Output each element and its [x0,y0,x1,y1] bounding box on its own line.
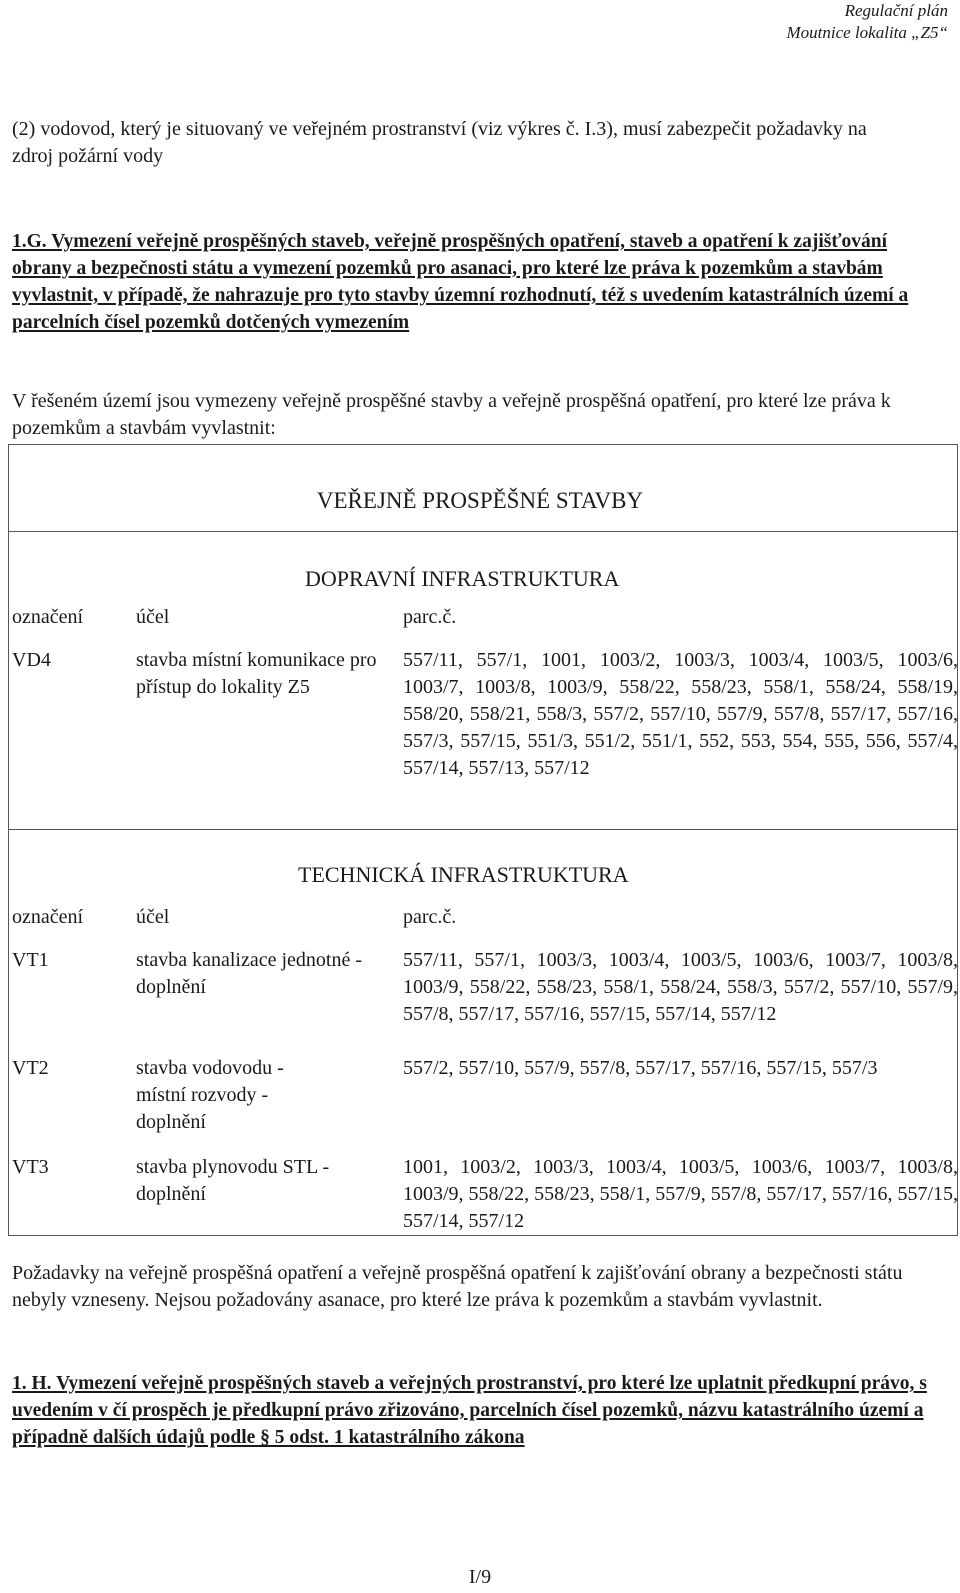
technical-subtitle: TECHNICKÁ INFRASTRUKTURA [298,862,629,887]
table-divider [8,829,958,830]
row-purpose: stavba kanalizace jednotné - doplnění [136,949,362,998]
transport-subtitle: DOPRAVNÍ INFRASTRUKTURA [305,566,620,591]
header-location: Moutnice lokalita „Z5“ [786,23,948,42]
row-code: VT2 [12,1057,49,1079]
row-purpose: stavba vodovodu - místní rozvody - doplnění [136,1057,284,1133]
column-header-parcels: parc.č. [403,606,457,628]
table-divider [8,531,958,532]
column-header-code: označení [12,606,84,628]
section-g-heading: 1.G. Vymezení veřejně prospěšných staveb, veřejně prospěšných opatření, staveb a opatření k zajišťování obrany a bezpečnosti státu a vymezení pozemků pro asanaci, pro které lze práva k pozemkům a stavbám vyvlastnit, v případě, že nahrazuje pro tyto stavby územní rozhodnutí, též s uvedením katastrálních území a parcelních čísel pozemků dotčených vymezením [12,231,909,333]
paragraph-intro: V řešeném území jsou vymezeny veřejně prospěšné stavby a veřejně prospěšná opatření, pro které lze práva k pozemkům a stavbám vyvlastnit: [12,390,891,439]
row-parcels: 1001, 1003/2, 1003/3, 1003/4, 1003/5, 1003/6, 1003/7, 1003/8, 1003/9, 558/22, 558/23, 558/1, 557/9, 557/8, 557/17, 557/16, 557/15, 557/14, 557/12 [403,1156,959,1232]
column-header-parcels: parc.č. [403,906,457,928]
column-header-purpose: účel [136,606,170,628]
column-header-code: označení [12,906,84,928]
paragraph-requirements: Požadavky na veřejně prospěšná opatření a veřejně prospěšná opatření k zajišťování obrany a bezpečnosti státu nebyly vzneseny. Nejsou požadovány asanace, pro které lze práva k pozemkům a stavbám vyvlastnit. [12,1262,903,1311]
page-number: I/9 [468,1566,492,1588]
table-title: VEŘEJNĚ PROSPĚŠNÉ STAVBY [316,488,644,513]
column-header-purpose: účel [136,906,170,928]
row-purpose: stavba místní komunikace pro přístup do lokality Z5 [136,649,377,698]
row-parcels: 557/11, 557/1, 1003/3, 1003/4, 1003/5, 1003/6, 1003/7, 1003/8, 1003/9, 558/22, 558/23, 558/1, 558/24, 558/3, 557/2, 557/10, 557/9, 557/8, 557/17, 557/16, 557/15, 557/14, 557/12 [403,949,958,1025]
row-code: VT3 [12,1156,49,1178]
row-code: VD4 [12,649,51,671]
row-purpose: stavba plynovodu STL - doplnění [136,1156,330,1205]
row-parcels: 557/2, 557/10, 557/9, 557/8, 557/17, 557/16, 557/15, 557/3 [403,1057,878,1079]
row-code: VT1 [12,949,49,971]
row-parcels: 557/11, 557/1, 1001, 1003/2, 1003/3, 1003/4, 1003/5, 1003/6, 1003/7, 1003/8, 1003/9, 558/22, 558/23, 558/1, 558/24, 558/19, 558/20, 558/21, 558/3, 557/2, 557/10, 557/9, 557/8, 557/17, 557/16, 557/3, 557/15, 551/3, 551/2, 551/1, 552, 553, 554, 555, 556, 557/4, 557/14, 557/13, 557/12 [403,649,958,779]
section-h-heading: 1. H. Vymezení veřejně prospěšných staveb a veřejných prostranství, pro které lze uplatnit předkupní právo, s uvedením v čí prospěch je předkupní právo zřizováno, parcelních čísel pozemků, názvu katastrálního území a případně dalších údajů podle § 5 odst. 1 katastrálního zákona [12,1373,927,1448]
header-title: Regulační plán [844,1,948,20]
paragraph-water-supply: (2) vodovod, který je situovaný ve veřejném prostranství (viz výkres č. I.3), musí zabezpečit požadavky na zdroj požární vody [12,118,867,167]
